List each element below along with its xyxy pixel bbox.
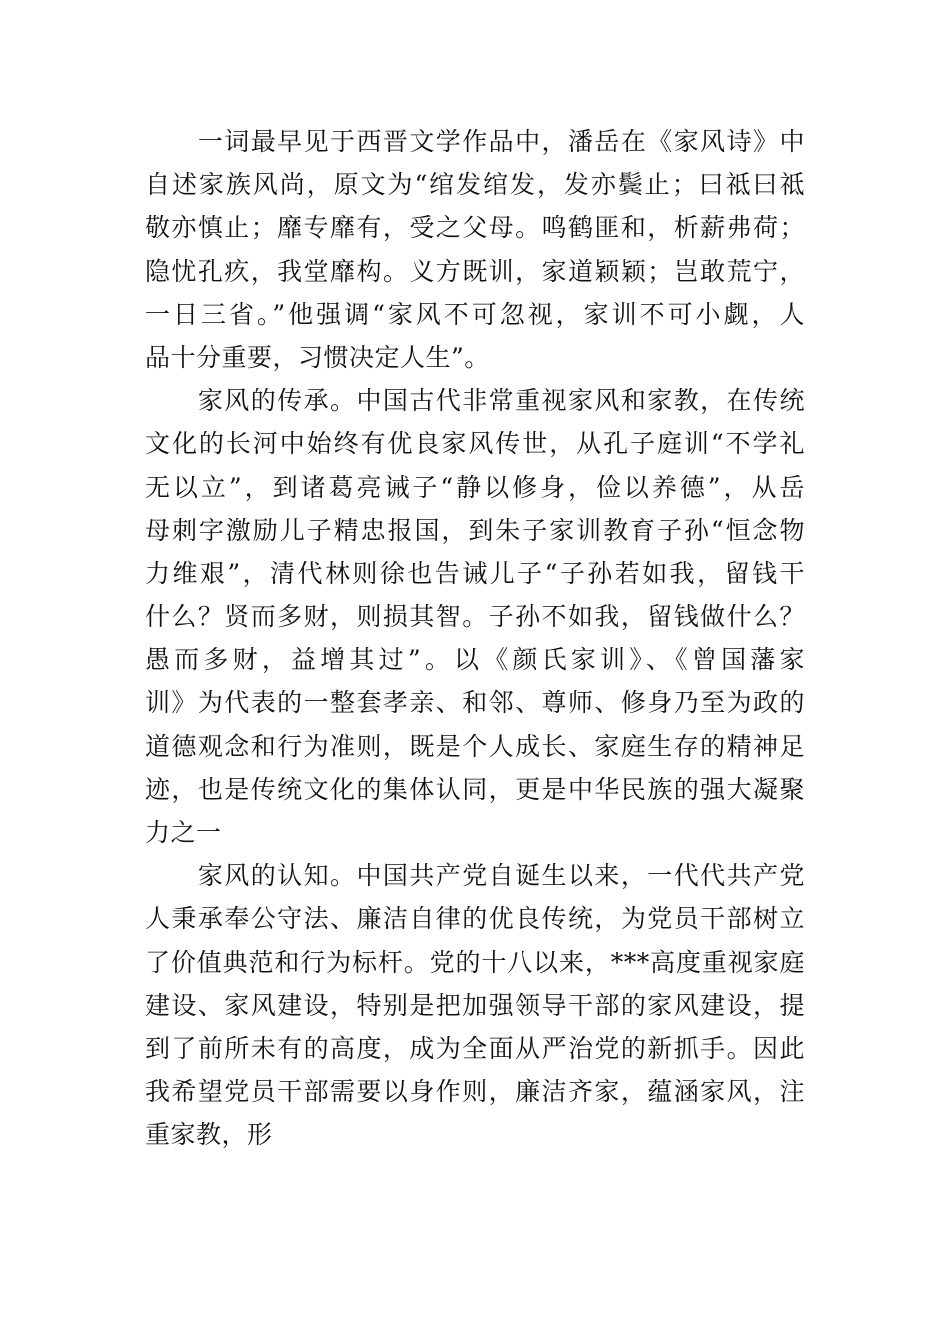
text-line: 无以立”，到诸葛亮诫子“静以修身，俭以养德”，从岳 bbox=[145, 472, 805, 502]
text-line: 我希望党员干部需要以身作则，廉洁齐家，蕴涵家风，注 bbox=[145, 1077, 805, 1107]
text-line: 愚而多财，益增其过”。以《颜氏家训》、《曾国藩家 bbox=[145, 645, 805, 675]
text-line: 家风的传承。中国古代非常重视家风和家教，在传统 bbox=[145, 386, 805, 416]
text-line: 品十分重要，习惯决定人生”。 bbox=[145, 342, 490, 372]
text-line: 一日三省。”他强调“家风不可忽视，家训不可小觑，人 bbox=[145, 299, 805, 329]
text-line: 人秉承奉公守法、廉洁自律的优良传统，为党员干部树立 bbox=[145, 904, 805, 934]
text-line: 家风的认知。中国共产党自诞生以来，一代代共产党 bbox=[145, 861, 805, 891]
text-line: 母刺字激励儿子精忠报国，到朱子家训教育子孙“恒念物 bbox=[145, 515, 805, 545]
text-line: 自述家族风尚，原文为“绾发绾发，发亦鬓止；曰祗曰祗 bbox=[145, 170, 805, 200]
paragraph-family-tradition bbox=[145, 379, 805, 854]
text-line: 道德观念和行为准则，既是个人成长、家庭生存的精神足 bbox=[145, 731, 805, 761]
text-line: 一词最早见于西晋文学作品中，潘岳在《家风诗》中 bbox=[145, 127, 805, 156]
text-line: 什么？贤而多财，则损其智。子孙不如我，留钱做什么？ bbox=[145, 602, 805, 632]
text-line: 到了前所未有的高度，成为全面从严治党的新抓手。因此 bbox=[145, 1033, 805, 1063]
document-body bbox=[145, 120, 805, 1157]
paragraph-ancient-origin bbox=[145, 120, 805, 379]
text-line: 力维艰”，清代林则徐也告诫儿子“子孙若如我，留钱干 bbox=[145, 558, 805, 588]
text-line: 迹，也是传统文化的集体认同，更是中华民族的强大凝聚 bbox=[145, 774, 805, 804]
text-line: 训》为代表的一整套孝亲、和邻、尊师、修身乃至为政的 bbox=[145, 688, 805, 718]
text-line: 了价值典范和行为标杆。党的十八以来，***高度重视家庭 bbox=[145, 947, 805, 977]
text-line: 建设、家风建设，特别是把加强领导干部的家风建设，提 bbox=[145, 990, 805, 1020]
text-line: 隐忧孔疚，我堂靡构。义方既训，家道颖颖；岂敢荒宁， bbox=[145, 256, 805, 286]
paragraph-family-awareness bbox=[145, 854, 805, 1156]
text-line: 敬亦慎止；靡专靡有，受之父母。鸣鹤匪和，析薪弗荷； bbox=[145, 213, 805, 243]
text-line: 文化的长河中始终有优良家风传世，从孔子庭训“不学礼 bbox=[145, 429, 805, 459]
text-line: 力之一 bbox=[145, 818, 222, 847]
text-line: 重家教，形 bbox=[145, 1120, 273, 1150]
